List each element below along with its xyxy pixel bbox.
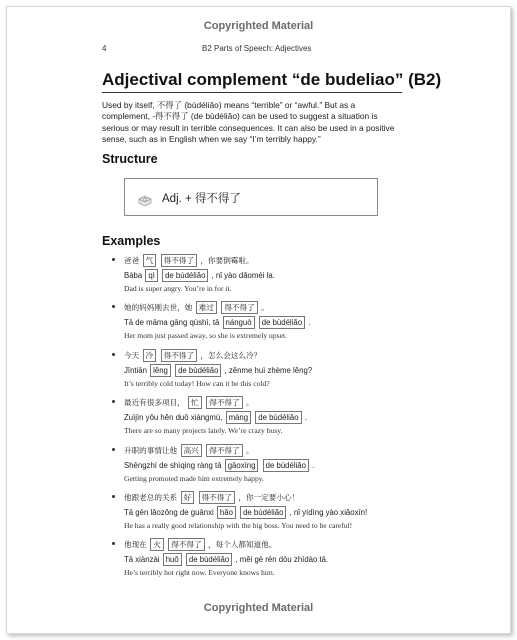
text-segment: 。 — [261, 303, 269, 313]
example-translation: There are so many projects lately. We’re crazy busy. — [124, 426, 283, 436]
bullet-icon — [112, 258, 115, 261]
text-segment: ，怎么会这么冷？ — [200, 350, 262, 360]
examples-heading: Examples — [102, 234, 161, 248]
text-segment: Tā gēn lǎozǒng de guānxi — [124, 507, 214, 517]
structure-heading: Structure — [102, 152, 158, 166]
boxed-segment: de bùdéliǎo — [263, 459, 309, 472]
boxed-segment: máng — [226, 411, 252, 424]
example-chinese — [124, 254, 254, 267]
text-segment: ，你要倒霉啦。 — [200, 256, 254, 265]
boxed-segment: 得不得了 — [168, 538, 204, 551]
section-heading: Adjectival complement “de budeliao” (B2) — [102, 70, 442, 89]
boxed-segment: 得不得了 — [206, 444, 242, 457]
text-segment: Tā xiànzài — [124, 555, 160, 565]
copyright-notice-bottom: Copyrighted Material — [203, 602, 314, 614]
boxed-segment: 火 — [150, 538, 164, 551]
boxed-segment: de bùdéliǎo — [255, 411, 301, 424]
boxed-segment: 高兴 — [181, 444, 202, 457]
example-translation: He has a really good relationship with the big boss. You need to be careful! — [124, 520, 353, 530]
boxed-segment: 得不得了 — [221, 301, 257, 314]
example-pinyin — [124, 269, 275, 282]
boxed-segment: 得不得了 — [199, 491, 235, 504]
example-pinyin — [124, 553, 328, 566]
example-pinyin — [124, 411, 307, 424]
example-translation: It’s terribly cold today! How can it be this cold? — [124, 378, 270, 388]
boxed-segment: gāoxìng — [225, 459, 259, 472]
text-segment: 他跟老总的关系 — [124, 492, 178, 502]
text-segment: 爸爸 — [124, 256, 140, 265]
lego-brick-icon — [138, 191, 152, 203]
example-translation: Her mom just passed away, so she is extremely upset. — [124, 331, 287, 341]
boxed-segment: de bùdéliǎo — [259, 316, 305, 329]
example-item — [112, 254, 412, 301]
boxed-segment: qì — [145, 269, 158, 282]
example-item — [112, 396, 412, 443]
boxed-segment: 好 — [181, 491, 195, 504]
text-segment: 她的妈妈刚去世，她 — [124, 303, 193, 313]
example-chinese — [124, 444, 254, 457]
boxed-segment: de bùdéliǎo — [162, 269, 208, 282]
text-segment: , měi gè rén dōu zhīdào tā. — [235, 555, 329, 565]
boxed-segment: de bùdéliǎo — [240, 506, 286, 519]
text-segment: , zěnme huì zhème lěng? — [224, 365, 313, 375]
boxed-segment: 冷 — [143, 349, 157, 362]
bullet-icon — [112, 495, 115, 498]
boxed-segment: 气 — [143, 254, 157, 267]
boxed-segment: nánguò — [223, 316, 255, 329]
example-pinyin — [124, 506, 367, 519]
example-chinese — [124, 538, 276, 551]
example-translation: Dad is super angry. You’re in for it. — [124, 284, 232, 293]
example-item — [112, 301, 412, 348]
boxed-segment: 忙 — [188, 396, 202, 409]
text-segment: , nǐ yào dǎoméi la. — [211, 271, 275, 280]
text-segment: 升职的事情让他 — [124, 445, 178, 455]
heading-rule — [102, 92, 402, 93]
boxed-segment: 得不得了 — [161, 349, 197, 362]
example-pinyin — [124, 316, 310, 329]
boxed-segment: 得不得了 — [206, 396, 242, 409]
boxed-segment: de bùdéliǎo — [186, 553, 232, 566]
bullet-icon — [112, 353, 115, 356]
boxed-segment: 难过 — [196, 301, 217, 314]
example-item — [112, 538, 412, 585]
example-item — [112, 349, 412, 396]
text-segment: 今天 — [124, 350, 140, 360]
example-pinyin — [124, 364, 312, 377]
example-pinyin — [124, 459, 314, 472]
structure-box — [124, 178, 378, 216]
text-segment: . — [308, 318, 311, 328]
example-chinese — [124, 301, 269, 314]
structure-formula: Adj. + 得不得了 — [162, 193, 241, 205]
boxed-segment: huǒ — [163, 553, 182, 566]
text-segment: 。 — [245, 398, 254, 408]
boxed-segment: 得不得了 — [161, 254, 197, 267]
example-item — [112, 444, 412, 491]
bullet-icon — [112, 400, 115, 403]
bullet-icon — [112, 448, 115, 451]
text-segment: . — [304, 413, 307, 423]
boxed-segment: hǎo — [217, 506, 236, 519]
text-segment: Bàba — [124, 271, 143, 280]
bullet-icon — [112, 305, 115, 308]
boxed-segment: de bùdéliǎo — [175, 364, 221, 377]
text-segment: . — [312, 460, 315, 470]
example-translation: He’s terribly hot right now. Everyone knows him. — [124, 568, 275, 578]
text-segment: , nǐ yídìng yào xiǎoxīn! — [289, 507, 368, 517]
page-number: 4 — [102, 44, 107, 53]
text-segment: 他现在 — [124, 540, 147, 550]
boxed-segment: lěng — [150, 364, 171, 377]
text-segment: Jīntiān — [124, 365, 147, 375]
intro-paragraph: Used by itself, 不得了 (bùdéliǎo) means “terrible” or “awful.” But as a complement, -得不得了 (de bùdéliǎo) can be used to suggest a situation is serious or may result in terrible consequences. It can also be used in a positive sense, such as in English when we say “I’m terribly happy.” — [102, 100, 395, 145]
example-item — [112, 491, 412, 538]
example-chinese — [124, 491, 299, 504]
example-translation: Getting promoted made him extremely happy. — [124, 473, 264, 483]
example-chinese — [124, 396, 254, 409]
copyright-notice-top: Copyrighted Material — [203, 20, 314, 32]
running-head-title: B2 Parts of Speech: Adjectives — [202, 44, 312, 53]
text-segment: Tā de māma gāng qùshì, tā — [124, 318, 220, 328]
examples-list — [112, 254, 412, 586]
text-segment: 。 — [245, 445, 254, 455]
example-chinese — [124, 349, 261, 362]
text-segment: Zuìjìn yǒu hěn duō xiàngmù, — [124, 413, 223, 423]
text-segment: ，每个人都知道他。 — [208, 540, 277, 550]
text-segment: ，你一定要小心！ — [238, 492, 300, 502]
text-segment: 最近有很多项目， — [124, 398, 185, 408]
text-segment: Shēngzhí de shìqing ràng tā — [124, 460, 222, 470]
bullet-icon — [112, 542, 115, 545]
